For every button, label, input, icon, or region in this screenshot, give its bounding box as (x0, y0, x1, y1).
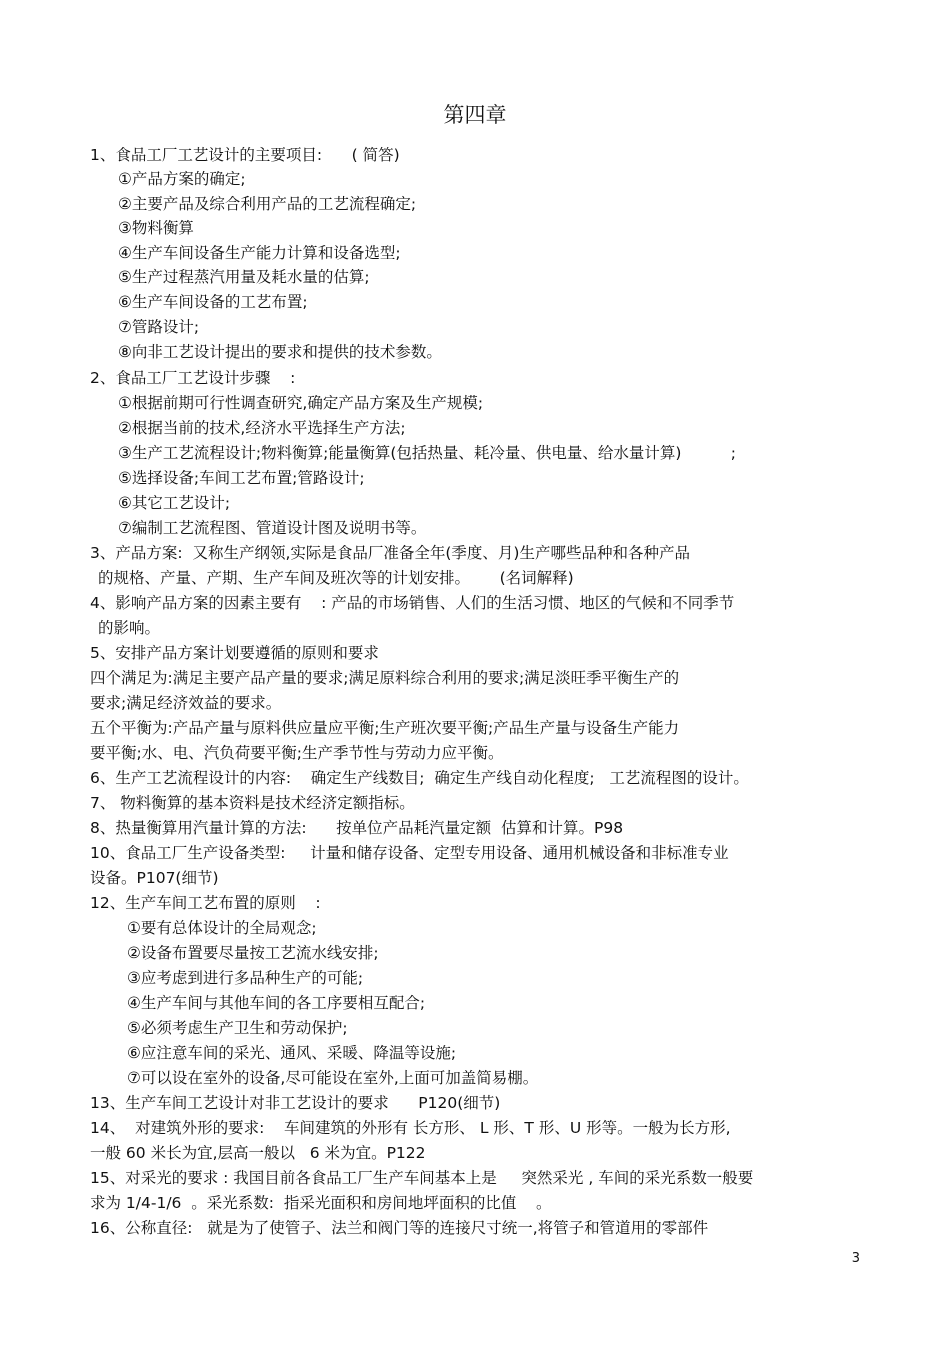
page-number: 3 (851, 1251, 860, 1266)
list-item: ①要有总体设计的全局观念; (127, 919, 317, 937)
item-3-paragraph: 3、产品方案: 又称生产纲领,实际是食品厂准备全年(季度、月)生产哪些品种和各种产品 (90, 544, 690, 562)
item-6-paragraph: 6、生产工艺流程设计的内容: 确定生产线数目; 确定生产线自动化程度; 工艺流程图的设计。 (90, 769, 749, 787)
item-5-heading: 5、安排产品方案计划要遵循的原则和要求 (90, 644, 379, 662)
item-4-paragraph: 4、影响产品方案的因素主要有 : 产品的市场销售、人们的生活习惯、地区的气候和不同季节 (90, 594, 735, 612)
list-item: ⑦可以设在室外的设备,尽可能设在室外,上面可加盖简易棚。 (127, 1069, 539, 1087)
list-item: ⑥其它工艺设计; (118, 494, 231, 512)
list-item: ⑥生产车间设备的工艺布置; (118, 293, 308, 311)
list-item: ⑤必须考虑生产卫生和劳动保护; (127, 1019, 348, 1037)
paragraph-line: 五个平衡为:产品产量与原料供应量应平衡;生产班次要平衡;产品生产量与设备生产能力 (90, 719, 680, 737)
list-item: ④生产车间设备生产能力计算和设备选型; (118, 244, 401, 262)
item-1-heading: 1、食品工厂工艺设计的主要项目: ( 简答) (90, 146, 400, 164)
item-7-paragraph: 7、 物料衡算的基本资料是技术经济定额指标。 (90, 794, 415, 812)
item-15-paragraph: 15、对采光的要求 : 我国目前各食品工厂生产车间基本上是 突然采光 , 车间的采光系数一般要 (90, 1169, 754, 1187)
paragraph-continuation: 要求;满足经济效益的要求。 (90, 694, 282, 712)
list-item: ③生产工艺流程设计;物料衡算;能量衡算(包括热量、耗冷量、供电量、给水量计算) ; (118, 444, 736, 462)
paragraph-continuation: 的影响。 (98, 619, 161, 637)
list-item: ⑧向非工艺设计提出的要求和提供的技术参数。 (118, 343, 442, 361)
list-item: ③物料衡算 (118, 219, 194, 237)
item-13-paragraph: 13、生产车间工艺设计对非工艺设计的要求 P120(细节) (90, 1094, 501, 1112)
list-item: ⑤选择设备;车间工艺布置;管路设计; (118, 469, 365, 487)
list-item: ②主要产品及综合利用产品的工艺流程确定; (118, 195, 417, 213)
list-item: ⑦编制工艺流程图、管道设计图及说明书等。 (118, 519, 427, 537)
item-10-paragraph: 10、食品工厂生产设备类型: 计量和储存设备、定型专用设备、通用机械设备和非标准专业 (90, 844, 729, 862)
paragraph-line: 四个满足为:满足主要产品产量的要求;满足原料综合利用的要求;满足淡旺季平衡生产的 (90, 669, 680, 687)
paragraph-continuation: 要平衡;水、电、汽负荷要平衡;生产季节性与劳动力应平衡。 (90, 744, 504, 762)
chapter-title: 第四章 (443, 103, 507, 127)
list-item: ⑦管路设计; (118, 318, 200, 336)
item-12-heading: 12、生产车间工艺布置的原则 : (90, 894, 321, 912)
paragraph-continuation: 的规格、产量、产期、生产车间及班次等的计划安排。 (名词解释) (98, 569, 574, 587)
list-item: ③应考虑到进行多品种生产的可能; (127, 969, 364, 987)
paragraph-continuation: 设备。P107(细节) (90, 869, 219, 887)
paragraph-continuation: 一般 60 米长为宜,层高一般以 6 米为宜。P122 (90, 1144, 426, 1162)
list-item: ①产品方案的确定; (118, 170, 246, 188)
item-16-paragraph: 16、公称直径: 就是为了使管子、法兰和阀门等的连接尺寸统一,将管子和管道用的零部件 (90, 1219, 709, 1237)
item-8-paragraph: 8、热量衡算用汽量计算的方法: 按单位产品耗汽量定额 估算和计算。P98 (90, 819, 624, 837)
list-item: ④生产车间与其他车间的各工序要相互配合; (127, 994, 426, 1012)
list-item: ②根据当前的技术,经济水平选择生产方法; (118, 419, 406, 437)
item-14-paragraph: 14、 对建筑外形的要求: 车间建筑的外形有 长方形、 L 形、T 形、U 形等。一般为长方形, (90, 1119, 731, 1137)
list-item: ⑥应注意车间的采光、通风、采暖、降温等设施; (127, 1044, 457, 1062)
list-item: ②设备布置要尽量按工艺流水线安排; (127, 944, 379, 962)
list-item: ⑤生产过程蒸汽用量及耗水量的估算; (118, 268, 370, 286)
item-2-heading: 2、食品工厂工艺设计步骤 : (90, 369, 296, 387)
paragraph-continuation: 求为 1/4-1/6 。采光系数: 指采光面积和房间地坪面积的比值 。 (90, 1194, 552, 1212)
list-item: ①根据前期可行性调查研究,确定产品方案及生产规模; (118, 394, 484, 412)
